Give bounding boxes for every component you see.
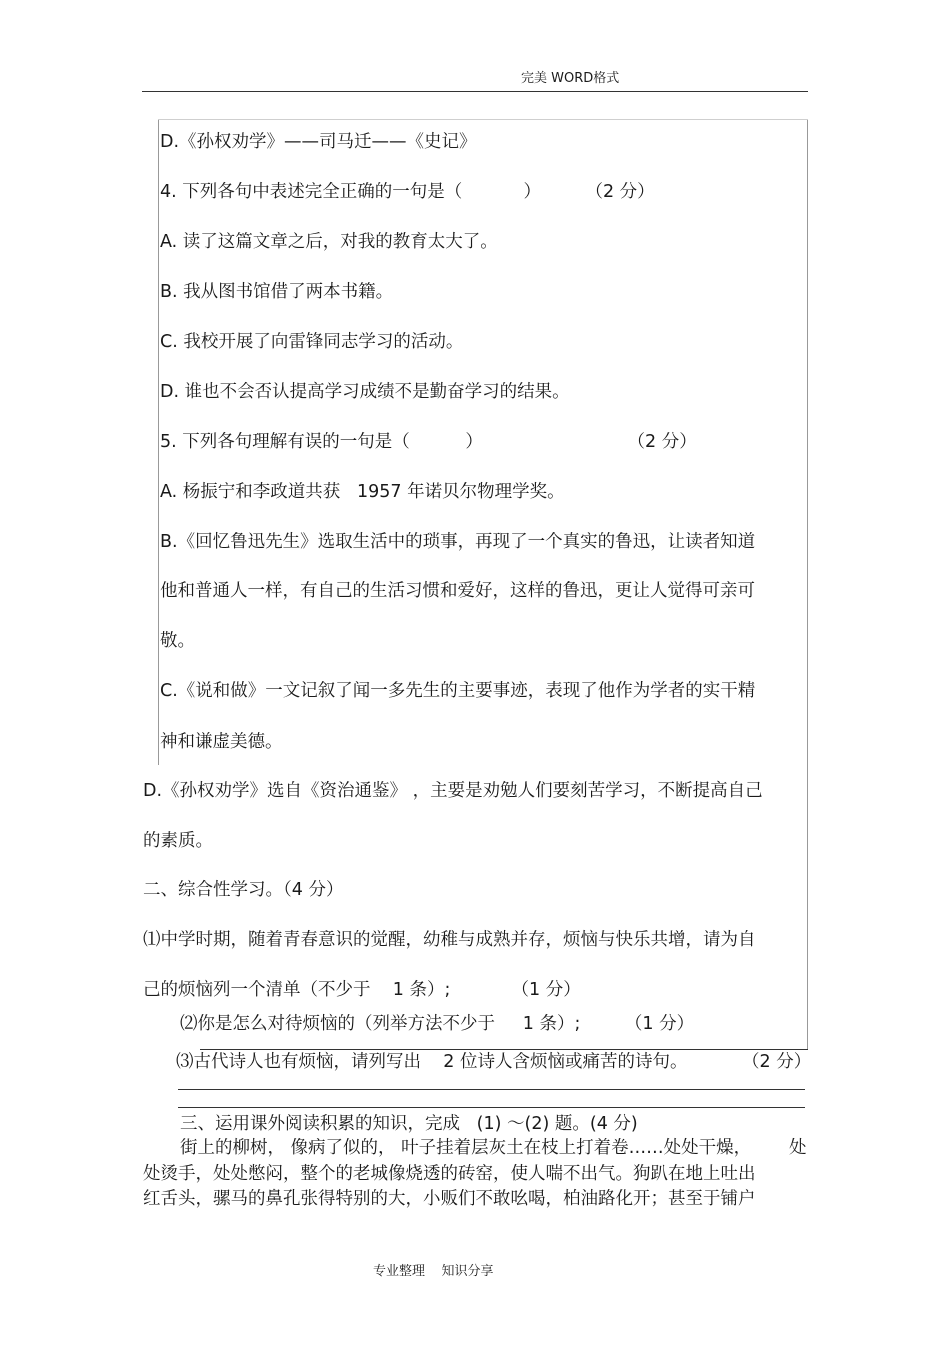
content-frame-top bbox=[158, 119, 808, 120]
header-rule bbox=[142, 91, 808, 92]
q5-option-b-line1: B.《回忆鲁迅先生》选取生活中的琐事，再现了一个真实的鲁迅，让读者知道 bbox=[160, 532, 756, 552]
option-d-line: D.《孙权劝学》——司马迁——《史记》 bbox=[160, 132, 477, 152]
answer-line-3 bbox=[178, 1107, 805, 1108]
q5-option-b-line2: 他和普通人一样，有自己的生活习惯和爱好，这样的鲁迅，更让人觉得可亲可 bbox=[160, 581, 755, 601]
q5-option-b-line3: 敬。 bbox=[160, 631, 195, 651]
answer-line-1 bbox=[200, 1049, 808, 1050]
page-header: 完美 WORD格式 bbox=[521, 71, 620, 86]
q4-option-a: A. 读了这篇文章之后，对我的教育太大了。 bbox=[160, 232, 498, 252]
content-frame-left bbox=[158, 120, 159, 765]
q5-option-c-line2: 神和谦虚美德。 bbox=[160, 732, 283, 752]
passage-line-1-end: 处 bbox=[789, 1138, 807, 1158]
section-3-heading: 三、运用课外阅读积累的知识，完成 (1) ～(2) 题。(4 分) bbox=[180, 1114, 638, 1134]
content-frame-right bbox=[807, 120, 808, 1050]
q5-option-d-line2: 的素质。 bbox=[143, 831, 213, 851]
section-2-item-1-line1: ⑴中学时期，随着青春意识的觉醒，幼稚与成熟并存，烦恼与快乐共增，请为自 bbox=[143, 930, 756, 950]
section-2-item-3: ⑶古代诗人也有烦恼，请列写出 2 位诗人含烦恼或痛苦的诗句。 bbox=[176, 1052, 688, 1072]
section-2-item-2: ⑵你是怎么对待烦恼的（列举方法不少于 1 条）; （1 分） bbox=[180, 1014, 695, 1034]
q4-option-c: C. 我校开展了向雷锋同志学习的活动。 bbox=[160, 332, 464, 352]
section-2-item-3-score: （2 分） bbox=[742, 1052, 812, 1072]
passage-line-2: 处烫手，处处憋闷，整个的老城像烧透的砖窑，使人喘不出气。狗趴在地上吐出 bbox=[143, 1164, 756, 1184]
answer-line-2 bbox=[178, 1089, 805, 1090]
q4-option-b: B. 我从图书馆借了两本书籍。 bbox=[160, 282, 394, 302]
question-5: 5. 下列各句理解有误的一句是（ ） （2 分） bbox=[160, 432, 697, 452]
section-2-heading: 二、综合性学习。（4 分） bbox=[143, 880, 344, 900]
q5-option-a: A. 杨振宁和李政道共获 1957 年诺贝尔物理学奖。 bbox=[160, 482, 565, 502]
q5-option-d-line1: D.《孙权劝学》选自《资治通鉴》 ，主要是劝勉人们要刻苦学习，不断提高自己 bbox=[143, 781, 763, 801]
passage-line-1: 街上的柳树， 像病了似的， 叶子挂着层灰土在枝上打着卷……处处干燥， bbox=[180, 1138, 752, 1158]
section-2-item-1-line2: 己的烦恼列一个清单（不少于 1 条）; （1 分） bbox=[143, 980, 581, 1000]
page-footer: 专业整理 知识分享 bbox=[373, 1264, 494, 1279]
q4-option-d: D. 谁也不会否认提高学习成绩不是勤奋学习的结果。 bbox=[160, 382, 570, 402]
question-4: 4. 下列各句中表述完全正确的一句是（ ） （2 分） bbox=[160, 182, 655, 202]
passage-line-3: 红舌头，骡马的鼻孔张得特别的大，小贩们不敢吆喝，柏油路化开；甚至于铺户 bbox=[143, 1189, 756, 1209]
q5-option-c-line1: C.《说和做》一文记叙了闻一多先生的主要事迹，表现了他作为学者的实干精 bbox=[160, 681, 756, 701]
